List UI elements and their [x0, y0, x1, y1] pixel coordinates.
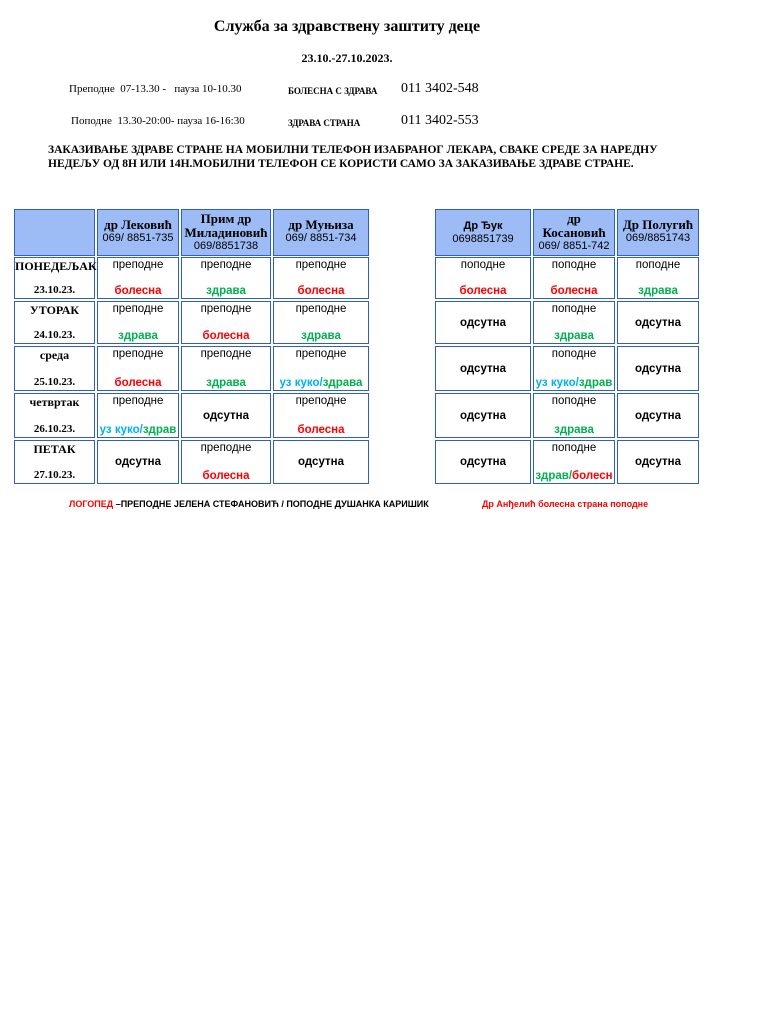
status-part: уз куко/ [99, 424, 143, 436]
day-name: ПОНЕДЕЉАК [15, 259, 97, 273]
absent-cell [435, 440, 531, 484]
shift-text: преподне [295, 303, 347, 315]
shift-cell [273, 301, 369, 344]
shift-text: преподне [112, 348, 164, 360]
day-name: среда [39, 348, 70, 362]
absent-text: одсутна [460, 316, 506, 329]
shift-cell [273, 346, 369, 391]
shift-text: поподне [551, 395, 597, 407]
shift-cell [181, 301, 271, 344]
status-text: болесна [297, 424, 345, 436]
afternoon-schedule-line [71, 115, 245, 127]
shift-cell [97, 301, 179, 344]
logoped-label: ЛОГОПЕД [69, 499, 114, 509]
absent-cell [617, 393, 699, 438]
shift-cell [533, 257, 615, 299]
day-date: 25.10.23. [33, 376, 76, 388]
doctor-name: Др Ђук [463, 220, 503, 232]
logoped-text: –ПРЕПОДНЕ ЈЕЛЕНА СТЕФАНОВИЋ / ПОПОДНЕ ДУШАНКА КАРИШИК [113, 499, 429, 509]
absent-text: одсутна [635, 362, 681, 375]
day-cell [14, 301, 95, 344]
shift-cell [273, 393, 369, 438]
shift-text: преподне [295, 348, 347, 360]
shift-text: поподне [460, 259, 506, 271]
status-text: болесна [202, 470, 250, 482]
shift-cell [533, 301, 615, 344]
morning-type: БОЛЕСНА С ЗДРАВА [288, 86, 378, 96]
status-text: здрава [554, 330, 594, 342]
doctor-name: Др Полугић [622, 217, 694, 232]
shift-cell [435, 257, 531, 299]
absent-text: одсутна [203, 409, 249, 422]
status-part: здрав [142, 424, 177, 436]
day-cell [14, 440, 95, 484]
day-cell [14, 393, 95, 438]
day-date: 27.10.23. [33, 469, 76, 481]
absent-text: одсутна [460, 456, 506, 468]
shift-cell [181, 440, 271, 484]
status-part: уз куко/ [535, 377, 579, 389]
status-text: здрава [301, 330, 341, 342]
shift-text: поподне [551, 303, 597, 315]
day-name: ПЕТАК [33, 442, 76, 456]
afternoon-hours: 13.30-20:00- [117, 115, 175, 127]
status-part: уз куко/ [279, 377, 323, 389]
shift-text: преподне [200, 259, 252, 271]
status-text: здрава [554, 424, 594, 436]
status-text: болесна [459, 285, 507, 297]
doctor-phone: 069/8851743 [625, 232, 691, 244]
absent-text: одсутна [635, 409, 681, 422]
doctor-header-cell [435, 209, 531, 256]
shift-text: преподне [295, 395, 347, 407]
absent-text: одсутна [298, 456, 344, 468]
status-text: болесна [550, 285, 598, 297]
day-date: 26.10.23. [33, 423, 76, 435]
day-cell [14, 346, 95, 391]
absent-cell [617, 440, 699, 484]
doctor-phone: 069/ 8851-742 [538, 240, 610, 252]
shift-cell [533, 440, 615, 484]
absent-cell [617, 301, 699, 344]
status-part: здрава [322, 377, 363, 389]
absent-cell [273, 440, 369, 484]
shift-cell [273, 257, 369, 299]
shift-text: поподне [551, 259, 597, 271]
logoped-line [69, 499, 429, 509]
shift-text: преподне [200, 348, 252, 360]
absent-text: одсутна [635, 456, 681, 468]
shift-text: преподне [200, 442, 252, 454]
status-text: здрава [206, 377, 246, 389]
status-text [534, 470, 614, 482]
shift-text: преподне [295, 259, 347, 271]
status-text [274, 377, 368, 389]
doctor-name: Прим др Миладиновић [184, 211, 268, 240]
afternoon-label: Поподне [71, 115, 112, 127]
absent-cell [181, 393, 271, 438]
absent-cell [435, 346, 531, 391]
notice-text: ЗАКАЗИВАЊЕ ЗДРАВЕ СТРАНЕ НА МОБИЛНИ ТЕЛЕФОН ИЗАБРАНОГ ЛЕКАРА, СВАКЕ СРЕДЕ ЗА НАРЕДНУ НЕДЕЉУ ОД 8Н ИЛИ 14Н.МОБИЛНИ ТЕЛЕФОН СЕ КОРИСТИ САМО ЗА ЗАКАЗИВАЊЕ ЗДРАВЕ СТРАНЕ. [48, 144, 658, 170]
absent-text: одсутна [460, 362, 506, 375]
status-text: болесна [114, 285, 162, 297]
doctor-phone: 0698851739 [452, 233, 514, 245]
shift-text: преподне [112, 303, 164, 315]
shift-text: преподне [112, 395, 164, 407]
doctor-phone: 069/ 8851-735 [102, 232, 174, 244]
shift-text: поподне [635, 259, 681, 271]
morning-schedule-line [69, 83, 241, 95]
doctor-header-cell [617, 209, 699, 256]
morning-pause: пауза 10-10.30 [174, 83, 242, 95]
morning-hours: 07-13.30 - [120, 83, 167, 95]
shift-cell [97, 257, 179, 299]
shift-text: поподне [551, 442, 597, 454]
day-name: четвртак [29, 395, 80, 409]
doctor-name: др Лековић [104, 217, 172, 232]
shift-cell [97, 346, 179, 391]
status-text: здрава [638, 285, 678, 297]
doctor-header-cell [97, 209, 179, 256]
status-text [534, 377, 614, 389]
footer-note: Др Анђелић болесна страна поподне [482, 499, 649, 509]
doctor-header-cell [533, 209, 615, 256]
page-title: Служба за здравствену заштиту деце [213, 18, 481, 35]
afternoon-pause: пауза 16-16:30 [177, 115, 245, 127]
shift-text: преподне [112, 259, 164, 271]
shift-cell [617, 257, 699, 299]
status-text [98, 424, 178, 436]
shift-cell [181, 257, 271, 299]
status-text: болесна [297, 285, 345, 297]
absent-cell [435, 301, 531, 344]
doctor-header-cell [273, 209, 369, 256]
shift-cell [181, 346, 271, 391]
doctor-phone: 069/ 8851-734 [285, 232, 357, 244]
shift-cell [533, 393, 615, 438]
morning-label: Преподне [69, 83, 115, 95]
status-text: здрава [206, 285, 246, 297]
doctor-name: др Муњиза [288, 217, 354, 232]
day-name: УТОРАК [29, 303, 80, 317]
doctor-name: др Косановић [542, 211, 606, 240]
header-corner-cell [14, 209, 95, 256]
day-cell [14, 257, 95, 299]
shift-text: поподне [551, 348, 597, 360]
morning-phone: 011 3402-548 [401, 81, 479, 96]
status-part: здрав/ [535, 470, 573, 482]
shift-cell [533, 346, 615, 391]
status-part: болесн [572, 470, 613, 482]
absent-text: одсутна [115, 456, 161, 468]
shift-cell [97, 393, 179, 438]
status-text: болесна [114, 377, 162, 389]
absent-cell [617, 346, 699, 391]
absent-cell [97, 440, 179, 484]
week-dates: 23.10.-27.10.2023. [301, 51, 393, 65]
doctor-header-cell [181, 209, 271, 256]
doctor-phone: 069/8851738 [193, 240, 259, 252]
afternoon-type: ЗДРАВА СТРАНА [288, 118, 361, 128]
status-part: здрав [578, 377, 613, 389]
shift-text: преподне [200, 303, 252, 315]
absent-text: одсутна [460, 409, 506, 422]
absent-cell [435, 393, 531, 438]
day-date: 24.10.23. [33, 329, 76, 341]
afternoon-phone: 011 3402-553 [401, 113, 479, 128]
day-date: 23.10.23. [33, 284, 76, 296]
status-text: здрава [118, 330, 158, 342]
status-text: болесна [202, 330, 250, 342]
absent-text: одсутна [635, 316, 681, 329]
